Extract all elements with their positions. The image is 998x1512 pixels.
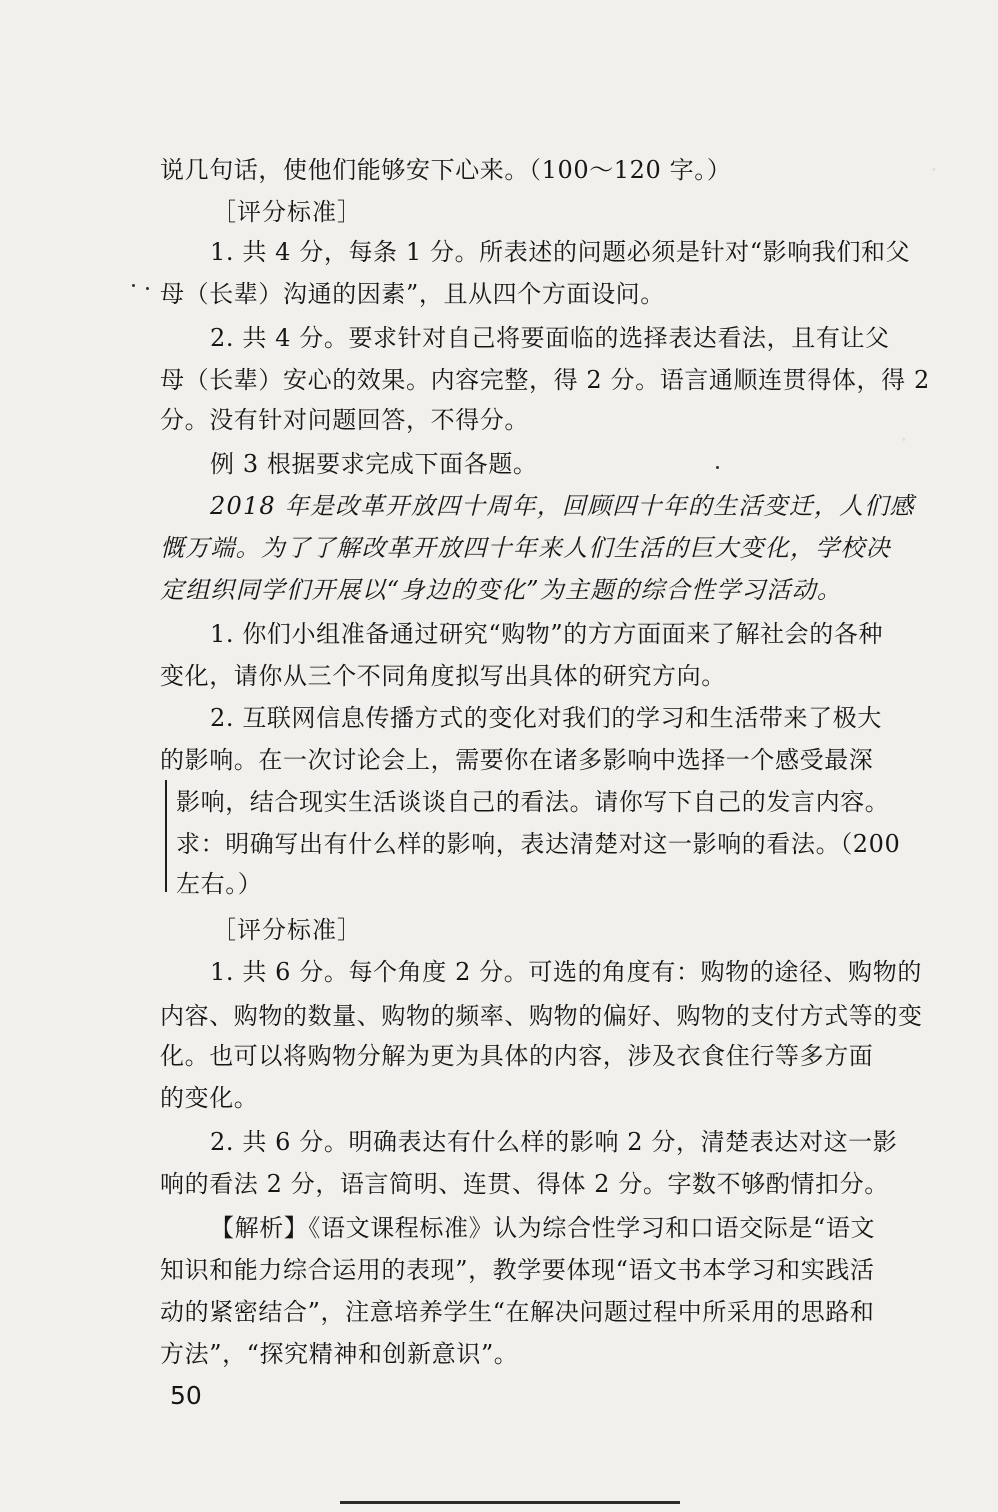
text-line: 动的紧密结合”，注意培养学生“在解决问题过程中所采用的思路和 (160, 1298, 875, 1326)
text-line: 知识和能力综合运用的表现”，教学要体现“语文书本学习和实践活 (160, 1256, 875, 1284)
text-line: 1. 共 4 分，每条 1 分。所表述的问题必须是针对“影响我们和父 (210, 238, 911, 266)
scan-dot (146, 287, 149, 290)
text-line: 内容、购物的数量、购物的频率、购物的偏好、购物的支付方式等的变 (160, 1002, 923, 1030)
text-line: 响的看法 2 分，语言简明、连贯、得体 2 分。字数不够酌情扣分。 (160, 1170, 889, 1198)
text-line: 母（长辈）沟通的因素”，且从四个方面设问。 (160, 280, 665, 308)
text-line: 2. 共 4 分。要求针对自己将要面临的选择表达看法，且有让父 (210, 324, 890, 352)
text-line: 1. 共 6 分。每个角度 2 分。可选的角度有：购物的途径、购物的 (210, 958, 922, 986)
bleed-through-text: · (900, 426, 908, 454)
example-heading: 例 3 根据要求完成下面各题。 (210, 450, 538, 478)
text-line: 2. 互联网信息传播方式的变化对我们的学习和生活带来了极大 (210, 704, 882, 732)
analysis-heading: 【解析】《语文课程标准》认为综合性学习和口语交际是“语文 (210, 1214, 876, 1242)
scan-mark (165, 780, 167, 892)
text-line: 变化，请你从三个不同角度拟写出具体的研究方向。 (160, 662, 726, 690)
section-heading: ［评分标准］ (212, 916, 362, 944)
text-line: 分。没有针对问题回答，不得分。 (160, 406, 529, 434)
text-line: 左右。） (176, 870, 263, 898)
bleed-through-text: · (930, 156, 938, 184)
text-line: 影响，结合现实生活谈谈自己的看法。请你写下自己的发言内容。 (176, 788, 890, 816)
text-line: 方法”，“探究精神和创新意识”。 (160, 1340, 519, 1368)
scan-dot (132, 284, 135, 287)
text-line: 的变化。 (160, 1084, 259, 1112)
text-line: 2. 共 6 分。明确表达有什么样的影响 2 分，清楚表达对这一影 (210, 1128, 898, 1156)
text-line: 慨万端。为了了解改革开放四十年来人们生活的巨大变化，学校决 (160, 534, 891, 562)
bottom-rule (340, 1501, 680, 1504)
text-line: 说几句话，使他们能够安下心来。（100～120 字。） (160, 156, 732, 184)
text-line: 2018 年是改革开放四十周年，回顾四十年的生活变迁，人们感 (210, 492, 915, 520)
text-line: 化。也可以将购物分解为更为具体的内容，涉及衣食住行等多方面 (160, 1042, 874, 1070)
text-line: 1. 你们小组准备通过研究“购物”的方方面面来了解社会的各种 (210, 620, 884, 648)
scan-dot (716, 466, 719, 469)
text-line: 母（长辈）安心的效果。内容完整，得 2 分。语言通顺连贯得体，得 2 (160, 366, 930, 394)
text-line: 求：明确写出有什么样的影响，表达清楚对这一影响的看法。（200 (176, 830, 901, 858)
text-line: 的影响。在一次讨论会上，需要你在诸多影响中选择一个感受最深 (160, 746, 874, 774)
text-line: 定组织同学们开展以“身边的变化”为主题的综合性学习活动。 (160, 576, 843, 604)
section-heading: ［评分标准］ (212, 198, 362, 226)
page-number: 50 (170, 1381, 202, 1410)
